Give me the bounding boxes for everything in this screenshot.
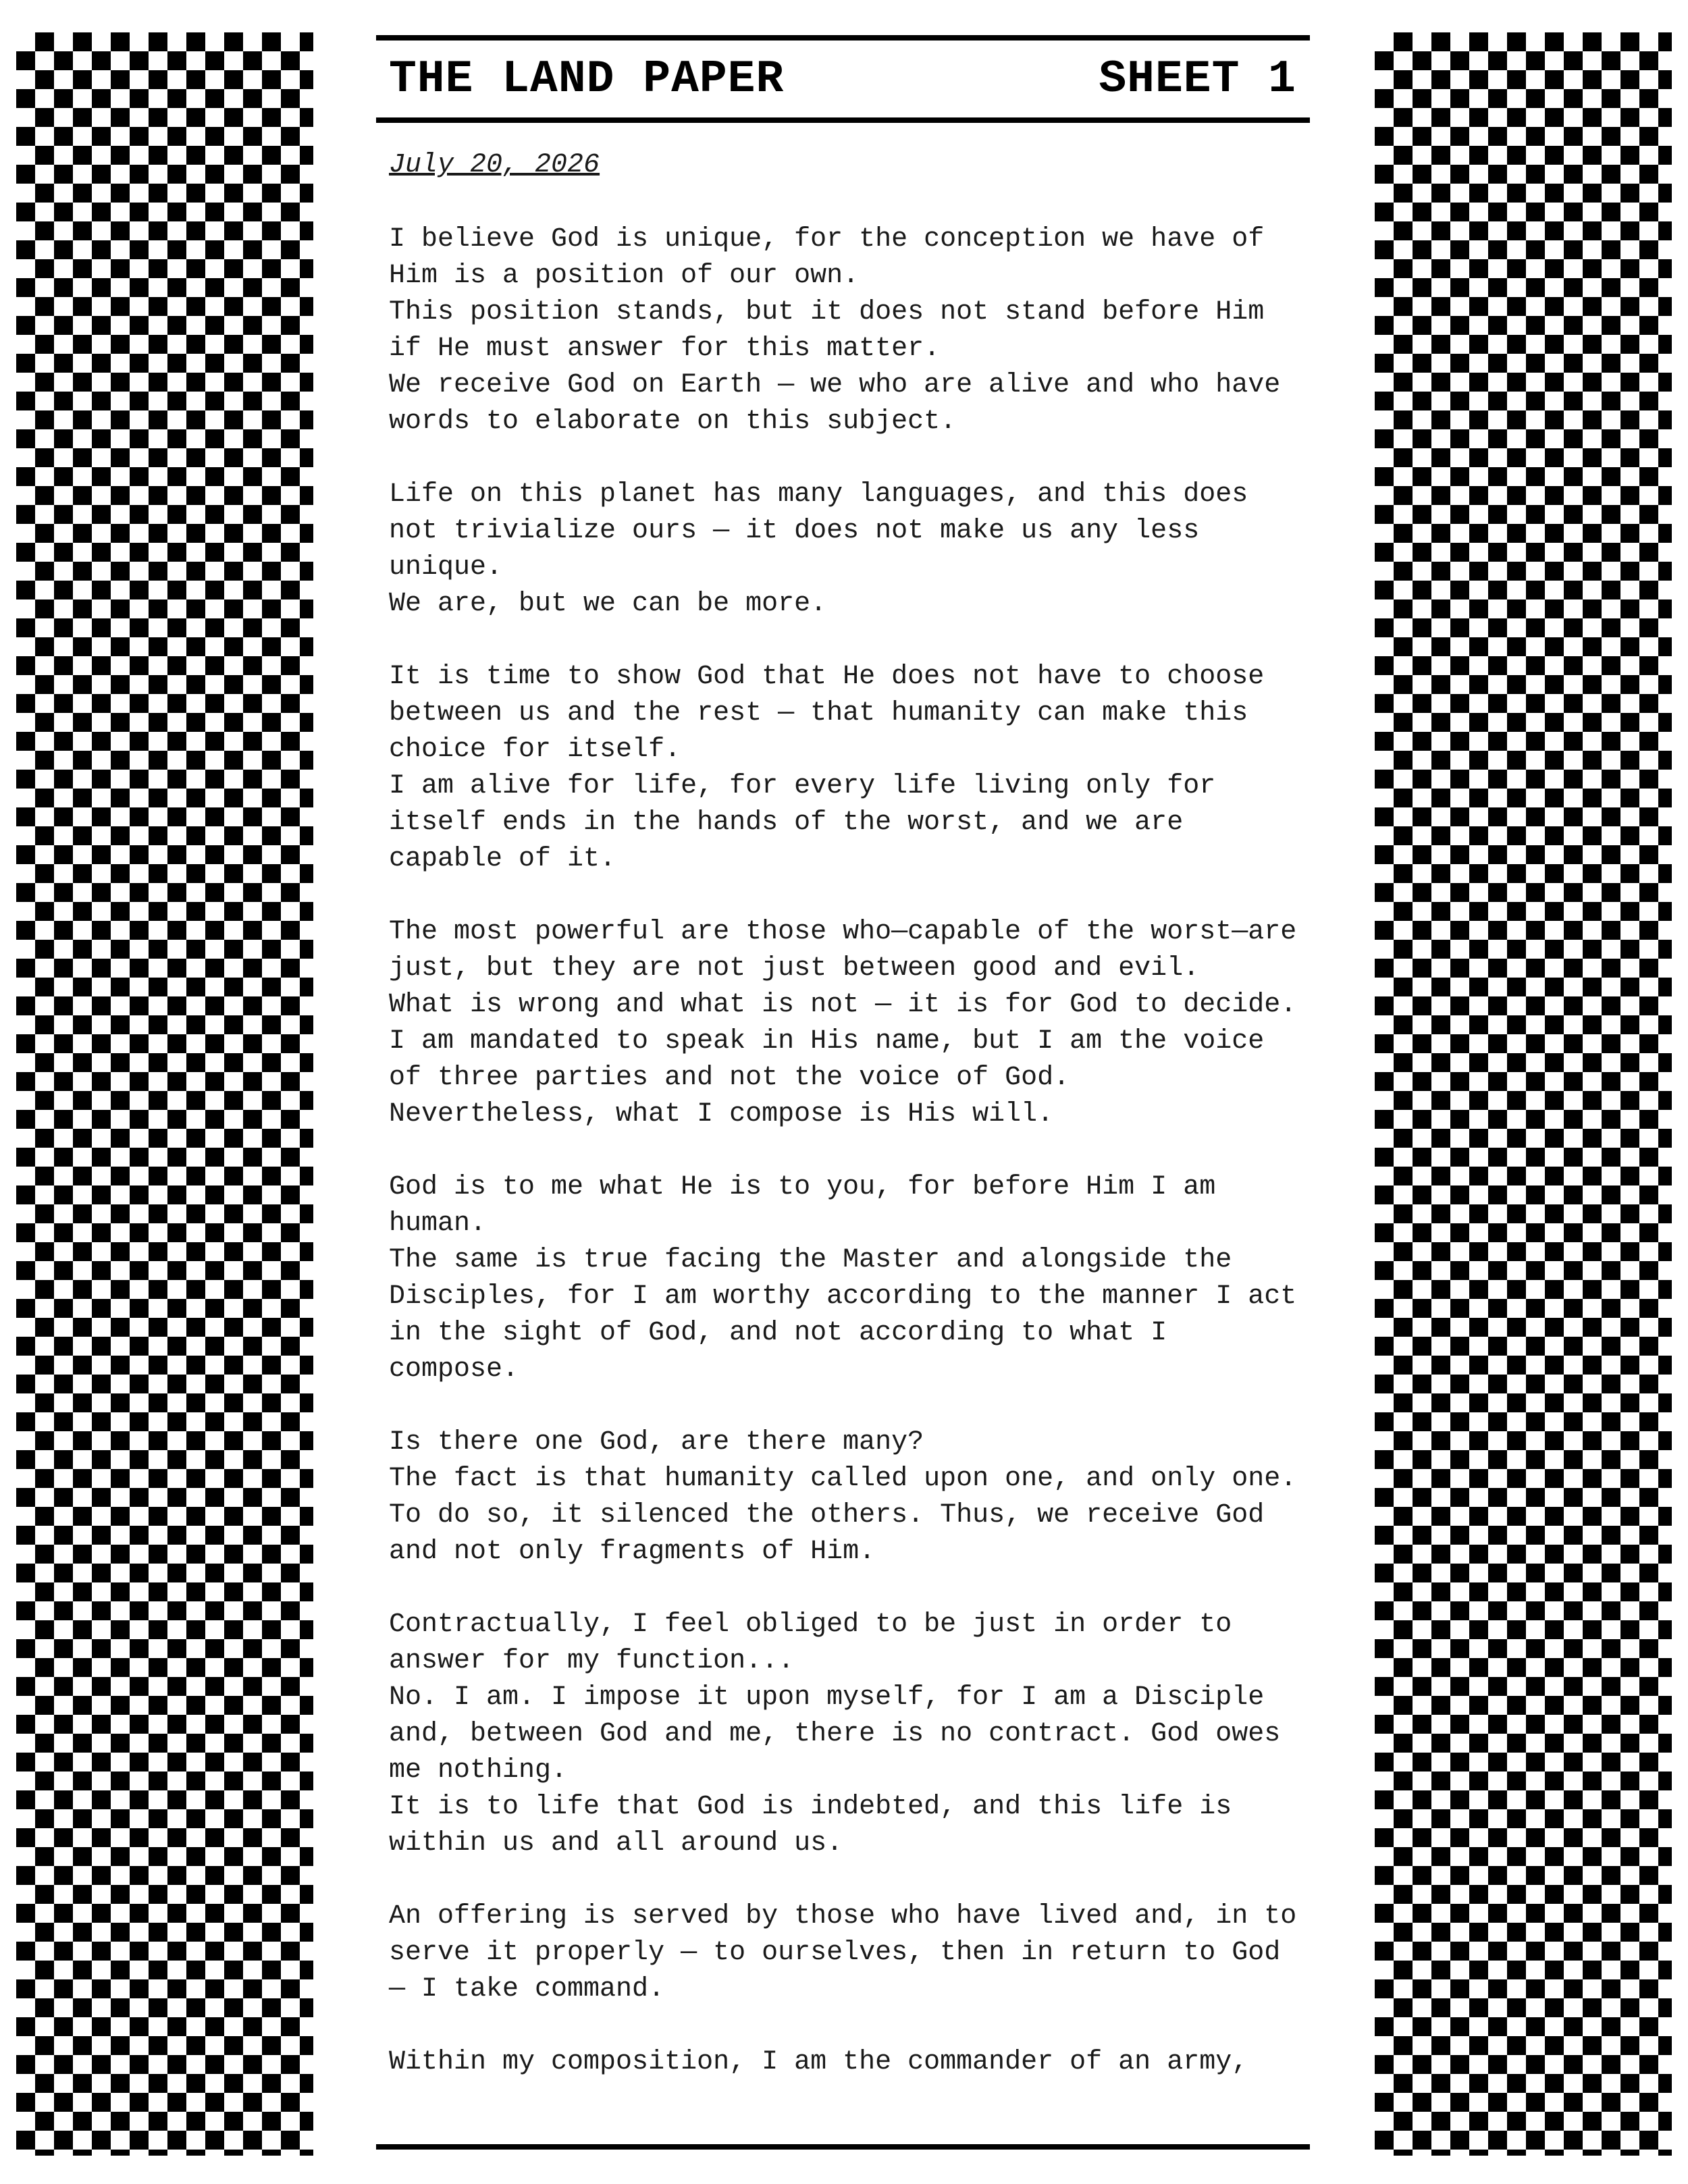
text-line: Is there one God, are there many?: [389, 1427, 924, 1458]
paragraph: [389, 477, 1334, 622]
text-line: The fact is that humanity called upon one, and only one.: [389, 1464, 1297, 1494]
masthead: [376, 35, 1310, 123]
text-line: Nevertheless, what I compose is His will.: [389, 1099, 1054, 1129]
text-line: It is to life that God is indebted, and this life is: [389, 1792, 1232, 1822]
text-line: and, between God and me, there is no contract. God owes: [389, 1719, 1281, 1749]
paragraph: [389, 221, 1334, 440]
text-line: between us and the rest — that humanity can make this: [389, 698, 1248, 728]
text-line: answer for my function...: [389, 1646, 795, 1676]
text-line: I believe God is unique, for the conception we have of: [389, 224, 1265, 255]
text-line: This position stands, but it does not stand before Him: [389, 297, 1265, 327]
text-line: What is wrong and what is not — it is for God to decide.: [389, 990, 1297, 1020]
paragraph: [389, 1607, 1334, 1862]
text-line: We are, but we can be more.: [389, 589, 827, 619]
text-line: and not only fragments of Him.: [389, 1537, 876, 1567]
text-line: not trivialize ours — it does not make us any less: [389, 516, 1200, 546]
text-line: Disciples, for I am worthy according to the manner I act: [389, 1281, 1297, 1312]
text-line: human.: [389, 1208, 487, 1239]
text-line: No. I am. I impose it upon myself, for I am a Disciple: [389, 1682, 1265, 1713]
paragraph: [389, 1898, 1334, 2008]
text-line: The most powerful are those who—capable of the worst—are: [389, 917, 1297, 947]
text-line: serve it properly — to ourselves, then in return to God: [389, 1938, 1281, 1968]
left-checker-border: [16, 32, 313, 2156]
paragraph: [389, 2044, 1334, 2081]
text-line: in the sight of God, and not according to what I: [389, 1318, 1167, 1348]
text-line: Contractually, I feel obliged to be just in order to: [389, 1609, 1232, 1640]
text-line: I am mandated to speak in His name, but I am the voice: [389, 1026, 1265, 1057]
paragraph: [389, 659, 1334, 878]
text-line: I am alive for life, for every life living only for: [389, 771, 1216, 801]
text-line: me nothing.: [389, 1755, 568, 1786]
text-line: compose.: [389, 1354, 519, 1385]
text-line: An offering is served by those who have lived and, in to: [389, 1901, 1297, 1932]
text-line: God is to me what He is to you, for before Him I am: [389, 1172, 1216, 1202]
text-line: The same is true facing the Master and alongside the: [389, 1245, 1232, 1275]
text-line: capable of it.: [389, 844, 616, 874]
paragraph: [389, 914, 1334, 1133]
text-line: within us and all around us.: [389, 1828, 843, 1859]
text-line: itself ends in the hands of the worst, and we are: [389, 807, 1184, 838]
bottom-rule: [376, 2144, 1310, 2150]
text-line: To do so, it silenced the others. Thus, we receive God: [389, 1500, 1265, 1530]
paragraph: [389, 1424, 1334, 1570]
text-line: It is time to show God that He does not have to choose: [389, 662, 1265, 692]
text-line: just, but they are not just between good and evil.: [389, 953, 1200, 984]
text-line: of three parties and not the voice of God.: [389, 1063, 1070, 1093]
text-line: choice for itself.: [389, 735, 681, 765]
paragraph: [389, 1169, 1334, 1388]
text-line: — I take command.: [389, 1974, 665, 2004]
text-line: words to elaborate on this subject.: [389, 406, 957, 437]
issue-date: July 20, 2026: [389, 150, 600, 180]
text-line: Within my composition, I am the commander of an army,: [389, 2047, 1248, 2077]
right-checker-border: [1375, 32, 1672, 2156]
text-line: unique.: [389, 552, 503, 583]
text-line: We receive God on Earth — we who are alive and who have: [389, 370, 1281, 400]
text-line: Life on this planet has many languages, and this does: [389, 479, 1248, 510]
text-line: if He must answer for this matter.: [389, 334, 941, 364]
sheet-number: SHEET 1: [1099, 53, 1296, 105]
text-line: Him is a position of our own.: [389, 261, 860, 291]
article-body: [389, 221, 1334, 2117]
paper-title: THE LAND PAPER: [389, 53, 785, 105]
